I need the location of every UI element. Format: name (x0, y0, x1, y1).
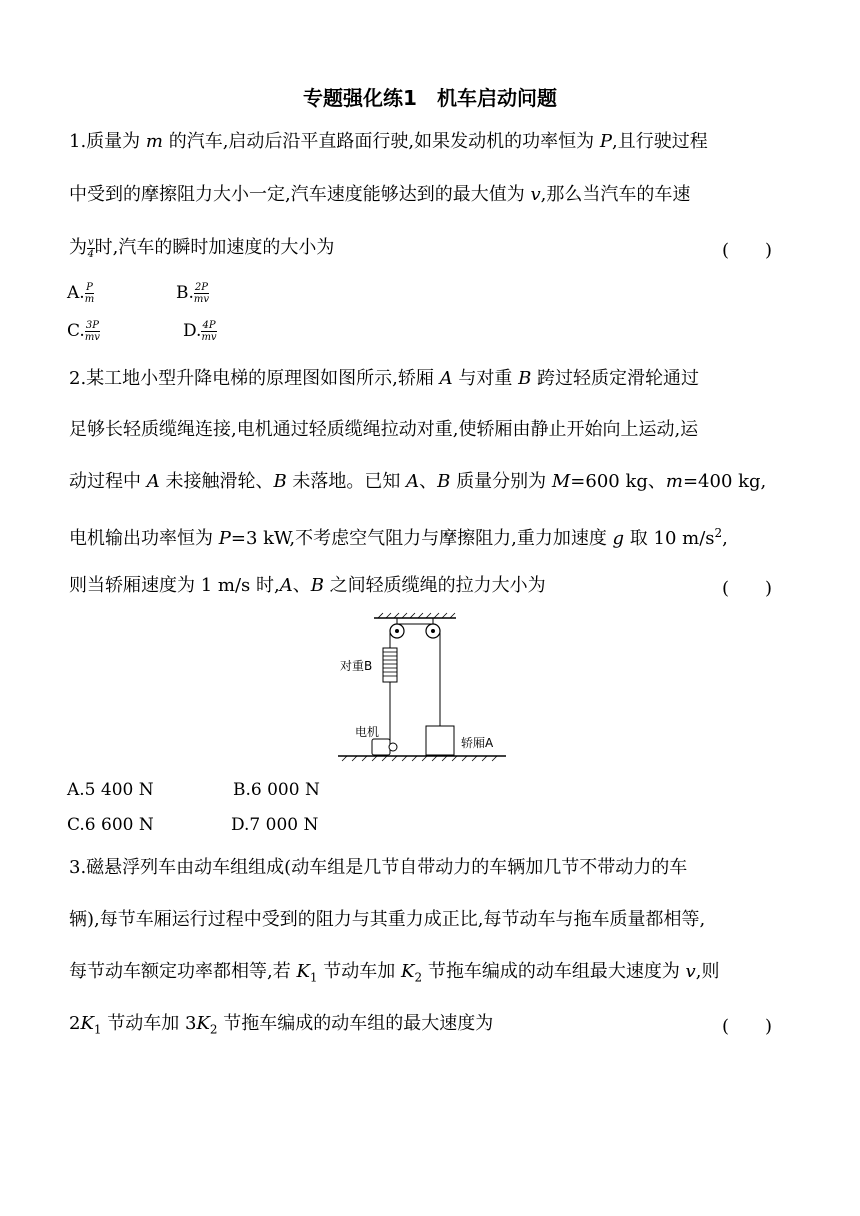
q1-answer-blank[interactable]: ( ) (722, 240, 773, 261)
q3-line-3: 每节动车额定功率都相等,若 $K_1$ 节动车加 $K_2$ 节拖车编成的动车组最大速度为 v,则 (69, 961, 720, 985)
elevator-diagram (330, 612, 520, 772)
q1-line-2 (69, 183, 690, 207)
cabin-a (426, 726, 454, 755)
q1-option-c[interactable]: C. $\frac{3P}{mv}$ (67, 320, 100, 343)
q1-text: 的汽车,启动后沿平直路面行驶,如果发动机的功率恒为 (162, 131, 600, 152)
q3-answer-blank[interactable]: ( ) (722, 1016, 773, 1037)
q2-option-b[interactable]: B.6 000 N (233, 780, 320, 800)
cabin-label: 轿厢A (461, 736, 494, 750)
q1-option-b[interactable]: B. $\frac{2P}{mv}$ (176, 282, 210, 305)
q2-line-4: 电机输出功率恒为 P=3 kW,不考虑空气阻力与摩擦阻力,重力加速度 g 取 10 $m/s^2$, (69, 526, 728, 549)
motor-label: 电机 (355, 725, 380, 739)
q1-var-m: m (145, 131, 163, 152)
counterweight-b (383, 648, 397, 682)
counterweight-label: 对重B (340, 659, 373, 673)
q1-fraction-v-over-4: $\frac{v}{4}$ (87, 236, 95, 260)
q1-text: 为 (69, 237, 87, 258)
q2-line-3: 动过程中 A 未接触滑轮、B 未落地。已知 A、B 质量分别为 M=600 kg、m=400 kg, (69, 471, 767, 492)
q1-var-v: v (530, 184, 541, 205)
q2-line-1: 2.某工地小型升降电梯的原理图如图所示,轿厢 A 与对重 B 跨过轻质定滑轮通过 (69, 368, 700, 389)
q2-line-2: 足够长轻质缆绳连接,电机通过轻质缆绳拉动对重,使轿厢由静止开始向上运动,运 (69, 419, 699, 440)
q1-option-a[interactable]: A. $\frac{P}{m}$ (67, 282, 95, 305)
q1-text: ,且行驶过程 (612, 131, 708, 152)
q1-option-d[interactable]: D. $\frac{4P}{mv}$ (183, 320, 217, 343)
q3-line-4: $2K_1$ 节动车加 $3K_2$ 节拖车编成的动车组的最大速度为 (69, 1013, 494, 1037)
q2-option-d[interactable]: D.7 000 N (231, 815, 319, 835)
q1-line-1 (69, 130, 708, 154)
q3-line-1: 3.磁悬浮列车由动车组组成(动车组是几节自带动力的车辆加几节不带动力的车 (69, 857, 688, 878)
page-title: 专题强化练1 机车启动问题 (303, 86, 557, 110)
q1-text: 时,汽车的瞬时加速度的大小为 (94, 237, 335, 258)
q1-var-P: P (599, 131, 612, 152)
q2-answer-blank[interactable]: ( ) (722, 578, 773, 599)
q2-option-c[interactable]: C.6 600 N (67, 815, 154, 835)
q3-line-2: 辆),每节车厢运行过程中受到的阻力与其重力成正比,每节动车与拖车质量都相等, (69, 909, 706, 930)
q2-line-5: 则当轿厢速度为 1 m/s 时,A、B 之间轻质缆绳的拉力大小为 (69, 575, 546, 596)
q1-text: 中受到的摩擦阻力大小一定,汽车速度能够达到的最大值为 (69, 184, 531, 205)
motor (372, 739, 397, 755)
q1-line-3 (69, 236, 334, 260)
q2-option-a[interactable]: A.5 400 N (67, 780, 154, 800)
q1-text: 1.质量为 (69, 131, 146, 152)
q1-text: ,那么当汽车的车速 (540, 184, 691, 205)
